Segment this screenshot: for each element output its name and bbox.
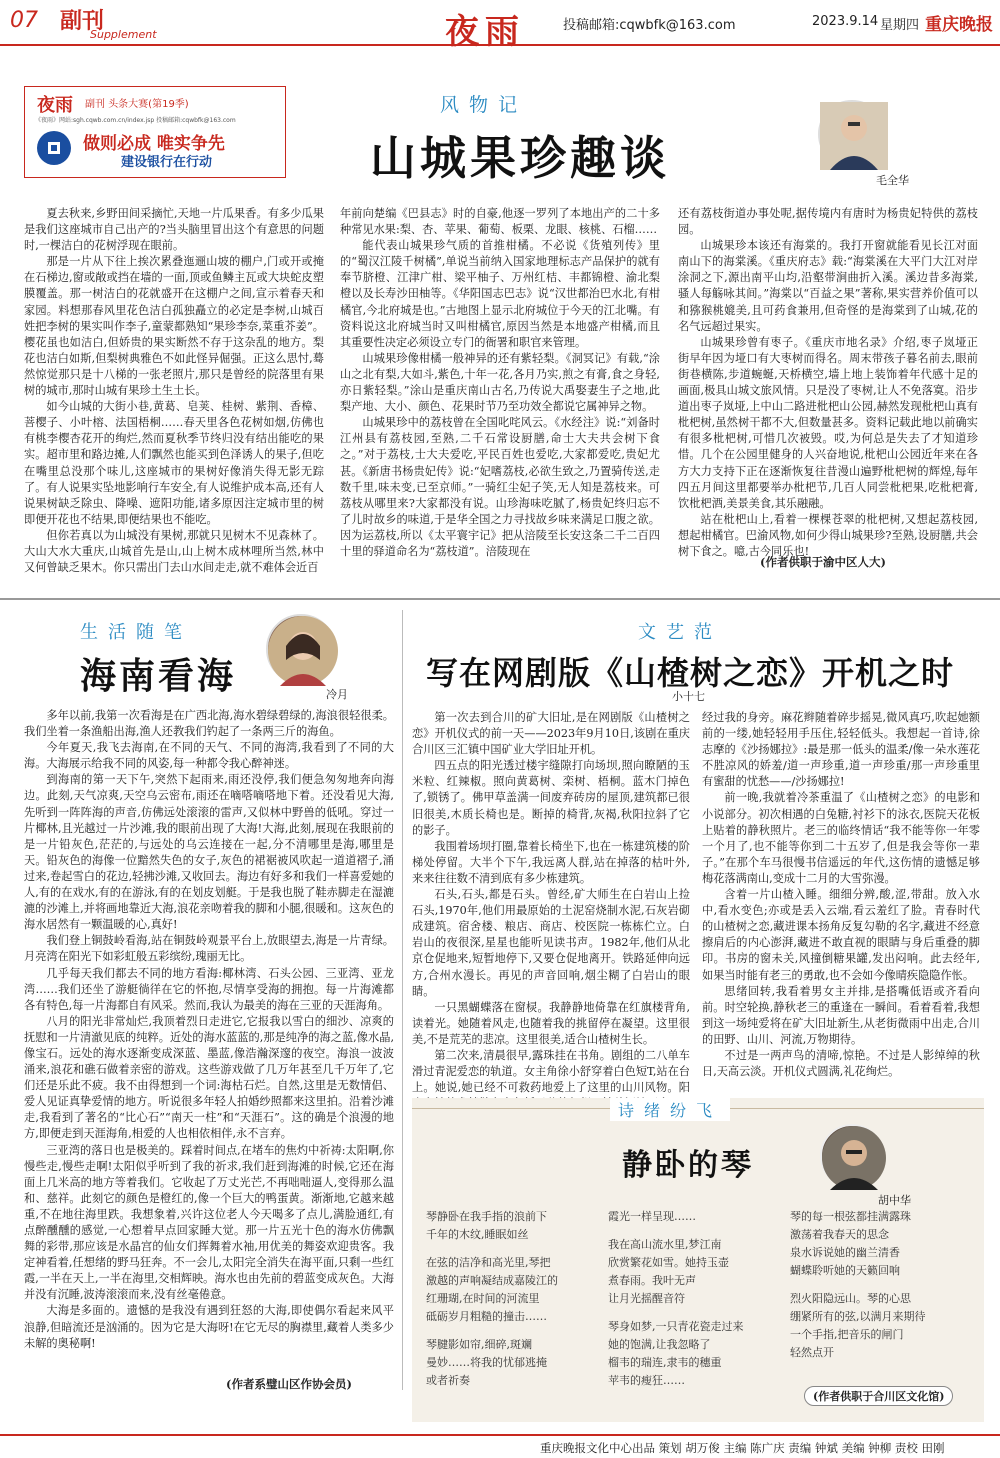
paragraph: 前一晚,我就着冷茶重温了《山楂树之恋》的电影和小说部分。初次相遇的白兔糖,衬衫下的泳衣,医院天花板上贴着的静秋照片。老三的临终情话“我不能等你一年零一个月了,也不能等你到二十五岁了,但是我会等你一辈子。”在那个车马很慢书信遥远的年代,这伤情的遗憾足够梅花落满南山,变成十二月的大雪弥漫。: [702, 791, 980, 885]
paragraph: 如今山城的大街小巷,黄葛、皂荚、桂树、紫荆、香樟、菩樱子、小叶榕、法国梧桐……春天里各色花树如烟,仿佛也有桃李樱杏花开的绚烂,然而夏秋季节终归没有结出能吃的果实。超市里和路边摊,人们飘然也能买到色泽诱人的果子,但吃在嘴里总没那个味儿,这座城市的果树好像消失得无影无踪了。有人说果实坠地影响行车安全,有人说维护成本高,还有人说果树缺乏除虫、降噪、遮阳功能,诸多原因注定城市里的树即便开花也不结果,即便结果也不能吃。: [24, 400, 324, 526]
paragraph: 第二次来,清晨很早,露珠挂在书角。剧组的二八单车滑过青泥爱恋的轨道。女主角徐小舒穿着白色短T,站在台上。她说,她已经不可救药地爱上了这里的山川风物。阳: [412, 1048, 690, 1095]
article1-kicker: 风物记: [440, 94, 528, 116]
paragraph: 八月的阳光非常灿烂,我顶着烈日走进它,它报我以雪白的细沙、凉爽的抚慰和一片清澈见底的纯粹。近处的海水蓝蓝的,那是纯净的海之蓝,像水晶,像宝石。远处的海水逐渐变成深蓝、墨蓝,像浩瀚深邃的夜空。海浪一波波涌来,浪花和礁石做着亲密的游戏。这些游戏做了几万年甚至几千万年了,它们还是乐此不疲。我不由得想到一个词:海枯石烂。自然,这里是无数情侣、爱人见证真挚爱情的地方。听说很多年轻人拍婚纱照都来这里拍。沿着沙滩走,我看到了著名的“比心石”“南天一柱”和“天涯石”。这的确是个浪漫的地方,即便走到天涯海角,相爱的人也相依相伴,永不言弃。: [24, 1014, 394, 1141]
paragraph: 夏去秋来,乡野田间采摘忙,天地一片瓜果香。有多少瓜果是我们这座城市自己出产的?当头脑里冒出这个有意思的问题时,一棵洁白的花树浮现在眼前。: [24, 207, 324, 253]
article1-column-2: [340, 206, 660, 586]
paragraph: 山城果珍本该还有海棠的。我打开窗就能看见长江对面南山下的海棠溪。《重庆府志》载:“海棠溪在大平门大江对岸涂洞之下,源出南平山均,沿壑带涧曲折入溪。溪边昔多海棠,骚人每觞咏其间。”海棠以“百益之果”著称,果实营养价值可以和猕猴桃媲美,且可药食兼用,但奇怪的是海棠到了山城,花的名气远超过果实。: [678, 239, 978, 333]
article3-column-2: [702, 710, 980, 1079]
paragraph: 山城果珍中的荔枝曾在全国叱咤风云。《水经注》说:“刘备时江州县有荔枝园,至熟,二千石常设厨膳,命士大夫共会树下食之。”对于荔枝,士大夫爱吃,平民百姓也爱吃,大家都爱吃,贵妃尤甚。《新唐书杨贵妃传》说:“妃嗜荔枝,必欲生致之,乃置骑传送,走数千里,味未变,已至京师。”一骑红尘妃子笑,无人知是荔枝来。可荔枝从哪里来?大家都没有说。山珍海味吃腻了,杨贵妃终归忘不了儿时故乡的味道,于是华全国之力寻找故乡味来满足口腹之欲。因为运荔枝,所以《太平寰宇记》把从涪陵至长安这条二千二百四十里的驿道命名为“荔枝道”。涪陵现在: [340, 416, 660, 558]
paragraph: 第一次去到合川的矿大旧址,是在网剧版《山楂树之恋》开机仪式的前一天——2023年9月10日,该剧在重庆合川区三汇镇中国矿业大学旧址开机。: [412, 711, 690, 757]
paragraph: 今年夏天,我飞去海南,在不同的天气、不同的海湾,我看到了不同的大海。大海展示给我不同的风姿,每一种都令我心醉神迷。: [24, 741, 394, 771]
paragraph: 山城果珍曾有枣子。《重庆市地名录》介绍,枣子岚垭正街早年因为垭口有大枣树而得名。周末带孩子暮名前去,眼前街巷横陈,步道蜿蜒,天桥横空,墙上地上装饰着年代感十足的画面,极具山城文旅风情。只是没了枣树,让人不免落寞。沿步道出枣子岚垭,上中山二路进枇杷山公园,赫然发现枇杷山真有枇杷树,虽然树干都不大,但数量甚多。资料记载此地以前确实有很多枇杷树,可惜几次被毁。哎,为何总是失去了才知道珍惜。几个在公园里健身的人兴奋地说,枇杷山公园近年来在各方大力支持下正在逐渐恢复往昔漫山遍野枇杷树的辉煌,每年四五月间这里都要举办枇杷节,几百人同尝枇杷果,吃枇杷膏,饮枇杷酒,美景美食,其乐融融。: [678, 335, 978, 510]
ad-info-line: 《夜雨》网站:sgh.cqwb.com.cn/index.jsp 投稿邮箱:cqwbfk@163.com: [35, 117, 236, 124]
column-logo: 夜雨: [445, 12, 525, 52]
article2-credit: (作者系璧山区作协会员): [226, 1377, 352, 1391]
newspaper-logo: 重庆晚报: [925, 15, 993, 35]
stanza: 霞光一样呈现……: [608, 1210, 696, 1223]
poem-column-2: [608, 1208, 782, 1408]
article4-title: 静卧的琴: [622, 1148, 754, 1183]
paragraph: 到海南的第一天下午,突然下起雨来,雨还没停,我们便急匆匆地奔向海边。此刻,天气凉爽,天空乌云密布,雨还在嘀嗒嘀嗒地下着。还没看见大海,先听到一阵阵海的声音,仿佛远处滚滚的雷声,又似林中野兽的低吼。穿过一片椰林,且光越过一片沙滩,我的眼前出现了大海!大海,此刻,展现在我眼前的是一片铅灰色,茫茫的,与远处的乌云连接在一起,分不清哪里是海,哪里是天。铅灰色的海像一位黯然失色的女子,灰色的裙裾被风吹起一道道褶子,涌过来,卷起雪白的花边,轻拂沙滩,又收回去。海边有好多和我们一样喜爱她的人,有的在戏水,有的在游泳,有的在划皮划艇。于是我也脱了鞋赤脚走在湿漉漉的沙滩上,并将画地靠近大海,浪花亲吻着我的脚和小腿,很暖和。这灰色的海水居然有一颗温暖的心,真好!: [24, 773, 394, 932]
article3-author: 小十七: [672, 690, 705, 703]
ad-subtitle: 副刊 头条大赛(第19季): [85, 99, 189, 110]
section-title: 副刊: [60, 9, 105, 34]
article3-column-1: [412, 710, 690, 1095]
paragraph: 含着一片山楂入睡。细细分辨,酸,涩,带甜。放入水中,看水变色;亦或是丢入云端,看云羞红了脸。青春时代的山楂树之恋,藏进课本扬角反复勾勒的名字,藏进不经意擦肩后的内心澎湃,藏进不敢直视的眼睛与身后重叠的脚印。书房的窗未关,风撞倒糖果罐,发出闷响。此去经年,如果当时能有老三的勇敢,也不会如今像晴疾隐隐作怅。: [702, 888, 980, 982]
stanza: 琴身如梦,一只青花瓷走过来 她的饱满,让我忽略了 榴韦的瑞连,隶韦的穗重 苹韦的瘦狂……: [608, 1320, 744, 1387]
paragraph: 山城果珍像柑橘一般神异的还有紫轻梨。《洞冥记》有载,“涂山之北有梨,大如斗,紫色,十年一花,各月乃实,煎之有膏,食之身轻,亦日紫轻梨。”涂山是重庆南山古名,乃传说大禹娶妻生子之地,此梨产地、大小、颜色、花果时节乃至功效全都说它属神异之物。: [340, 351, 660, 414]
stanza: 琴腱影如帘,细碎,斑斓 曼妙……将我的忧郁逃掩 或者祈奏: [426, 1338, 547, 1387]
ad-slogan: 做则必成 唯实争先: [83, 134, 225, 154]
column-divider: [402, 610, 403, 1390]
ad-logo: 夜雨: [37, 95, 73, 116]
stanza: 琴静卧在我手指的浪前下 千年的木纹,睡眠如丝: [426, 1210, 547, 1241]
article4-kicker: 诗绪纷飞: [610, 1098, 730, 1121]
paragraph: 多年以前,我第一次看海是在广西北海,海水碧绿碧绿的,海浪很轻很柔。我们坐着一条渔船出海,渔人还教我们钓起了一条两三斤的海鱼。: [24, 709, 394, 739]
ad-slogan-2: 建设银行在行动: [121, 155, 213, 170]
submission-email: 投稿邮箱:cqwbfk@163.com: [563, 18, 736, 33]
article4-credit: (作者供职于合川区文化馆): [804, 1386, 953, 1406]
paragraph: 四五点的阳光透过楼宇缝隙打向场坝,照向瞭陋的玉米粒、红辣椒。照向黄葛树、栾树、梧桐。蓝木门掉色了,锁锈了。佛甲草盖满一间废弃砖房的屋顶,建筑都已很旧很美,木质长椅也是。断掉的椅背,灰褐,秋阳拉斜了它的影子。: [412, 759, 690, 837]
paragraph: 还有荔枝街道办事处呢,据传境内有唐时为杨贵妃特供的荔枝园。: [678, 207, 978, 237]
article1-column-1: [24, 206, 324, 586]
paragraph: 石头,石头,都是石头。曾经,矿大师生在白岩山上捡石头,1970年,他们用最原始的土泥窑烧制水泥,石灰岩砌成建筑。宿舍楼、粮店、商店、校医院一栋栋伫立。白岩山的夜很深,星星也能听见读书声。1982年,他们从北京仓促地来,短暂地停下,又要仓促地离开。铁路延伸向远方,合州水漫长。再见的声音回响,烟尘糊了白岩山的眼睛。: [412, 888, 690, 998]
paragraph: 但你若真以为山城没有果树,那就只见树木不见森林了。大山大水大重庆,山城首先是山,山上树木成林哩所当然,林中又何曾缺乏果木。你只需出门去山水间走走,就不难体会近百: [24, 528, 324, 575]
paragraph: 年前向楚编《巴县志》时的自豪,他逐一罗列了本地出产的二十多种常见水果:梨、杏、苹果、葡萄、板栗、龙眼、核桃、石榴……: [340, 207, 660, 237]
stanza: 烈火阳隐远山。琴的心思 绷紧所有的弦,以满月来期待 一个手指,把音乐的闸门 轻然点开: [790, 1292, 926, 1359]
article4-author: 胡中华: [878, 1194, 911, 1207]
article1-title: 山城果珍趣谈: [370, 131, 670, 185]
paragraph: 几乎每天我们都去不同的地方看海:椰林湾、石头公园、三亚湾、亚龙湾……我们还坐了游艇徜徉在它的怀抱,尽情享受海的拥抱。每一片海滩都各有特色,每一片海都自有风采。然而,我认为最美的海在三亚的天涯海角。: [24, 966, 394, 1012]
article3-kicker: 文艺范: [638, 622, 722, 643]
article2-body: [24, 708, 394, 1368]
stanza: 琴的每一根弦都挂满露珠 激荡着我春天的思念 泉水诉说她的幽兰清香 蝴蝶聆听她的天籁回响: [790, 1210, 911, 1277]
author-photo: [266, 614, 336, 684]
paragraph: 三亚湾的落日也是极美的。踩着时间点,在堵车的焦灼中祈祷:太阳啊,你慢些走,慢些走啊!太阳似乎听到了我的祈求,我们赶到海滩的时候,它还在海面上几米高的地方等着我们。它收起了万丈光芒,不再咄咄逼人,变得那么温和、慈祥。此刻它的颜色是橙红的,像一个巨大的鸭蛋黄。渐渐地,它越来越重,不在地往海里跌。我想象着,兴许这位老人今天喝多了点儿,满脸通红,有点醉醺醺的感觉,一心想着早点回家睡大觉。那一片五光十色的海水仿佛飘舞的彩带,那应该是水晶宫的仙女们挥舞着水袖,用优美的舞姿欢迎贵客。我定神看着,任想绪的野马狂奔。不一会儿,太阳完全消失在海平面,只剩一些红霞,一半在天上,一半在海里,交相辉映。海水也由先前的碧蓝变成灰色。大海并没有沉睡,波涛滚滚而来,没有丝毫倦意。: [24, 1143, 394, 1302]
article1-credit: (作者供职于渝中区人大): [760, 555, 886, 569]
article2-title: 海南看海: [80, 655, 237, 697]
paragraph: 一只黑蝴蝶落在窗棂。我静静地倚靠在红旗楼背角,读着光。她随着风走,也随着我的挑留停在凝望。这里很美,不是荒芜的悲凉。这里很美,适合山楂树生长。: [412, 1000, 690, 1046]
poem-column-3: [790, 1208, 976, 1374]
paragraph: 思绪回转,我看着男女主并排,是搭嘴低语或齐看向前。时空轮换,静秋老三的重逢在一瞬间。看着看着,我想到这一场纯爱将在矿大旧址新生,从老街微雨中出走,合川的田野、山川、河流,万物期待。: [702, 984, 980, 1046]
paragraph: 我们登上铜鼓岭看海,站在铜鼓岭观景平台上,放眼望去,海是一片青绿。月亮湾在阳光下如彩虹般五彩缤纷,瑰丽无比。: [24, 934, 394, 964]
section-title-en: Supplement: [90, 28, 157, 41]
article2-kicker: 生活随笔: [80, 622, 192, 643]
paragraph: 站在枇杷山上,看着一棵棵苍翠的枇杷树,又想起荔枝园,想起柑橘官。巴渝风物,如何少得山城果珍?至熟,设厨膳,共会树下食之。噫,古今同乐也!: [678, 512, 978, 558]
article1-column-3: [678, 206, 978, 558]
article2-author: 冷月: [326, 688, 348, 701]
section-divider: [0, 598, 1000, 600]
poem-column-1: [426, 1208, 600, 1408]
article3-title: 写在网剧版《山楂树之恋》开机之时: [426, 654, 955, 692]
paragraph: 大海是多面的。遗憾的是我没有遇到狂怒的大海,即使偶尔看起来风平浪静,但暗流还是汹涌的。因为它是大海呀!在它无尽的胸襟里,藏着人类多少未解的奥秘啊!: [24, 1304, 394, 1350]
stanza: 在弦的洁净和高光里,琴把 激越的声响凝结成嘉陵江的 红珊瑚,在时间的河流里 砥砺岁月粗糙的撞击……: [426, 1256, 558, 1323]
stanza: 我在高山流水里,梦江南 欣赏繁花如雪。她持玉壶 煮春雨。我叶无声 让月光摇醒音符: [608, 1238, 729, 1305]
issue-date: 2023.9.14: [812, 14, 879, 29]
masthead: [0, 0, 1000, 52]
paragraph: 能代表山城果珍气质的首推柑橘。不必说《货殖列传》里的“蜀汉江陵千树橘”,单说当前纳入国家地理标志产品保护的就有奉节脐橙、江津广柑、梁平柚子、万州红桔、丰都锦橙、渝北梨橙以及长寿沙田柚等。《华阳国志巴志》说“汉世都治巴水北,有柑橘官,今北府城是也。”古地图上显示北府城位于今天的江北嘴。有资料说这北府城当时又叫柑橘官,原因当然是本地盛产柑橘,而且其重要性决定必须设立专门的衙署和职官来管理。: [340, 239, 660, 349]
author-photo: [818, 100, 886, 168]
contest-ad: [24, 86, 286, 178]
issue-weekday: 星期四: [880, 18, 920, 33]
bank-logo-icon: [37, 131, 71, 165]
footer: [0, 1434, 1000, 1458]
paragraph: 不过是一两声鸟的清啼,惊艳。不过是人影绰绰的秋日,天高云淡。开机仪式圆满,礼花绚烂。: [702, 1048, 980, 1079]
footer-credits: 重庆晚报文化中心出品 策划 胡万俊 主编 陈广庆 责编 钟斌 美编 钟柳 责校 田刚: [540, 1441, 945, 1455]
paragraph: 我围着场坝打圈,靠着长椅坐下,也在一栋建筑楼的阶梯处停留。大半个下午,我远离人群,站在掉落的枯叶外,来来往往数不清到底有多少栋建筑。: [412, 839, 690, 885]
page-number: 07: [10, 8, 38, 33]
paragraph: 那是一片从下往上挨次累叠迤逦山坡的棚户,门或开或掩在石梯边,窗或敞或挡在墙的一面,顶或鱼鳞主瓦或大块蛇皮塑膜覆盖。那一树洁白的花就盛开在这棚户之间,宣示着春天和家园。料想那春风里花色洁白孤独矗立的必定是李树,山城百姓把李树的果实叫作李子,童蒙都熟知“果珍李奈,菜重芥姜”。樱花虽也如洁白,但娇贵的果实断然不存于这杂乱的地方。梨花也洁白如斯,但梨树典雅色不如此怪异倔强。正这么思忖,蓦然惊觉那只是十八梯的一张老照片,那只是曾经的院落里有果树的城市,那时山城有果珍土生土长。: [24, 255, 324, 398]
paragraph: 经过我的身旁。麻花辫随着碎步摇晃,微风真巧,吹起她额前的一缕,她轻轻用手压住,轻轻低头。我想起一首诗,徐志摩的《沙扬娜拉》:最是那一低头的温柔/像一朵水莲花不胜凉风的娇羞/道一声珍重,道一声珍重/那一声珍重里有蜜甜的忧愁——/沙扬娜拉!: [702, 711, 980, 789]
author-photo: [820, 1124, 884, 1188]
article1-author: 毛全华: [876, 174, 909, 187]
